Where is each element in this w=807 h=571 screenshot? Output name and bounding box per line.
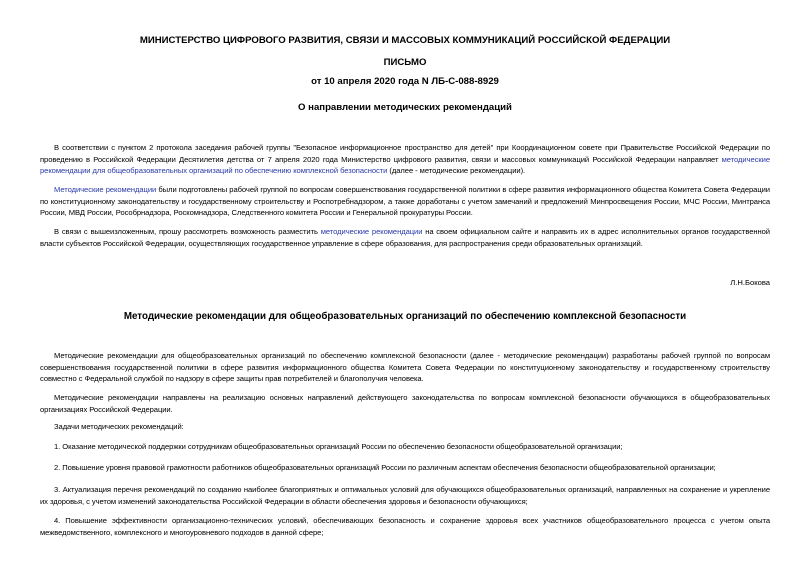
letter-paragraph-1: В соответствии с пунктом 2 протокола заседания рабочей группы "Безопасное информационное пространство для детей" при Координационном совете при Правительстве Российской Федерации по проведению в Российской Федерации Десятилетия детства от 7 апреля 2020 года Министерство цифрового развития, связи и массовых коммуникаций Российской Федерации направляет методические рекомендации для общеобразовательных организаций по обеспечению комплексной безопасности (далее - методические рекомендации). xyxy=(40,143,770,176)
date-and-number: от 10 апреля 2020 года N ЛБ-С-088-8929 xyxy=(311,76,499,87)
letter-paragraph-2: Методические рекомендации были подготовлены рабочей группой по вопросам совершенствования государственной политики в сфере развития информационного общества Комитета Совета Федерации по конституционному законодательству и государственному строительству и Роспотребнадзором, а также доработаны с учетом замечаний и предложений Минпросвещения России, МЧС России, Минтранса России, МВД России, Рособрнадзора, Роскомнадзора, Следственного комитета России и Генеральной прокуратуры России. xyxy=(40,185,770,218)
ministry-heading: МИНИСТЕРСТВО ЦИФРОВОГО РАЗВИТИЯ, СВЯЗИ И МАССОВЫХ КОММУНИКАЦИЙ РОССИЙСКОЙ ФЕДЕРАЦИИ xyxy=(139,35,671,46)
recommendations-paragraph-3: Задачи методических рекомендаций: xyxy=(54,422,184,431)
recommendations-link-2[interactable]: Методические рекомендации xyxy=(54,185,157,194)
recommendations-task-4: 4. Повышение эффективности организационно-технических условий, обеспечивающих безопасность и сохранение здоровья всех участников общеобразовательного процесса с учетом опыта межведомственного, комплексного и многоуровневого подходов в данной сфере; xyxy=(40,516,770,537)
recommendations-task-3: 3. Актуализация перечня рекомендаций по созданию наиболее благоприятных и оптимальных условий для обучающихся общеобразовательных организаций, направленных на сохранение и укрепление их здоровья, с учетом изменений законодательства Российской Федерации в области обеспечения здоровья и безопасности обучающихся; xyxy=(40,485,770,506)
signature: Л.Н.Бокова xyxy=(730,278,770,287)
recommendations-link-3[interactable]: методические рекомендации xyxy=(320,227,423,236)
recommendations-title: Методические рекомендации для общеобразовательных организаций по обеспечению комплексной безопасности xyxy=(123,311,687,322)
letter-subject: О направлении методических рекомендаций xyxy=(298,102,512,113)
recommendations-link[interactable]: методические рекомендации для общеобразовательных организаций по обеспечению комплексной безопасности xyxy=(40,154,770,176)
document-type: ПИСЬМО xyxy=(383,57,427,68)
recommendations-paragraph-2: Методические рекомендации направлены на реализацию основных направлений действующего законодательства по вопросам комплексной безопасности обучающихся в общеобразовательных организациях Российской Федерации. xyxy=(40,393,770,414)
recommendations-paragraph-1: Методические рекомендации для общеобразовательных организаций по обеспечению комплексной безопасности (далее - методические рекомендации) разработаны рабочей группой по вопросам совершенствования государственной политики в сфере развития информационного общества Комитета Совета Федерации по конституционному законодательству и государственному строительству совместно с Федеральной службой по надзору в сфере защиты прав потребителей и благополучия человека. xyxy=(40,351,770,384)
recommendations-task-2: 2. Повышение уровня правовой грамотности работников общеобразовательных организаций России по различным аспектам обеспечения безопасности общеобразовательной организации; xyxy=(54,463,716,472)
recommendations-task-1: 1. Оказание методической поддержки сотрудникам общеобразовательных организаций России по обеспечению безопасности общеобразовательной организации; xyxy=(54,442,623,451)
letter-paragraph-3: В связи с вышеизложенным, прошу рассмотреть возможность разместить методические рекомендации на своем официальном сайте и направить их в адрес исполнительных органов государственной власти субъектов Российской Федерации, осуществляющих государственное управление в сфере образования, для распространения среди образовательных организаций. xyxy=(40,227,770,248)
